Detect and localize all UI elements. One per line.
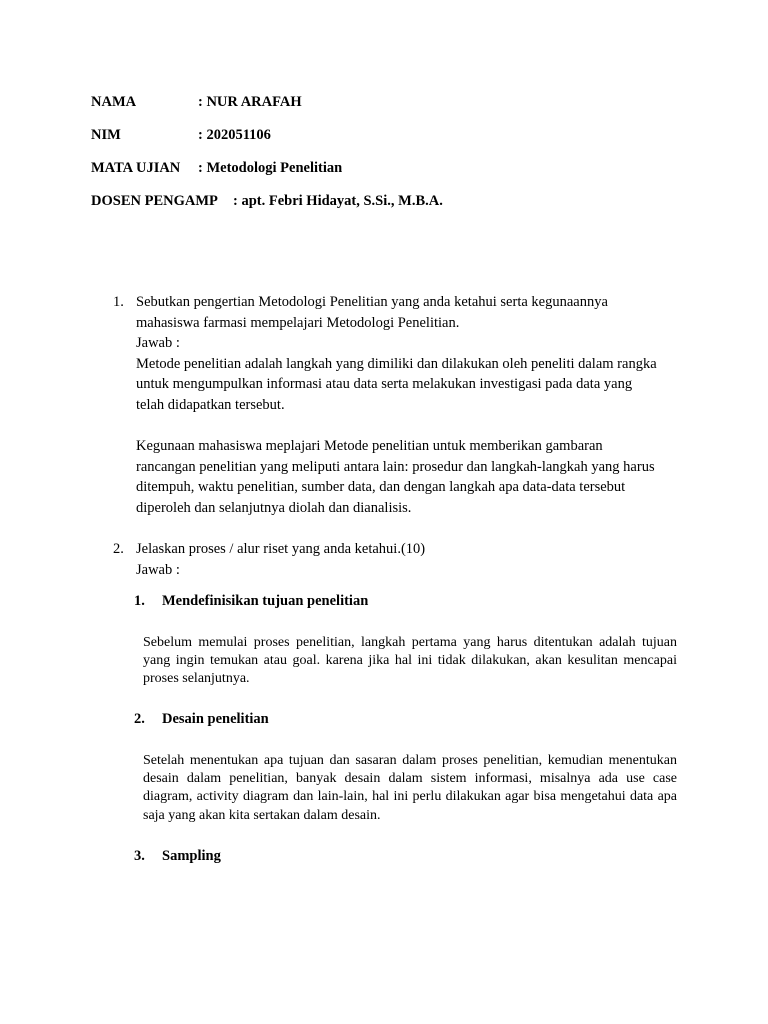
dosen-label: DOSEN PENGAMP — [91, 193, 218, 209]
nim-value: : 202051106 — [198, 127, 271, 143]
answer-1b-line: rancangan penelitian yang meliputi antara lain: prosedur dan langkah-langkah yang harus — [136, 458, 655, 475]
question-1-jawab: Jawab : — [136, 335, 180, 352]
question-1 — [113, 292, 673, 519]
step-2-paragraph: Setelah menentukan apa tujuan dan sasaran dalam proses penelitian, kemudian menentukan desain dalam penelitian, banyak desain dalam sistem informasi, misalnya ada use case diagram, activity diagram dan lain-lain, hal ini perlu dilakukan agar bisa mengetahui data apa saja yang akan kita sertakan dalam desain. — [143, 753, 677, 823]
step-1-heading — [134, 593, 368, 610]
question-2-text: Jelaskan proses / alur riset yang anda ketahui.(10) — [136, 541, 426, 557]
answer-1-line: Metode penelitian adalah langkah yang dimiliki dan dilakukan oleh peneliti dalam rangka — [136, 355, 657, 372]
question-2-jawab: Jawab : — [136, 561, 180, 578]
paragraph-gap — [136, 416, 673, 437]
header-dosen-row — [91, 193, 443, 210]
step-3-number: 3. — [134, 848, 145, 864]
answer-1b-line: diperoleh dan selanjutnya diolah dan dianalisis. — [136, 499, 412, 516]
nama-value: : NUR ARAFAH — [198, 94, 302, 110]
step-1-number: 1. — [134, 593, 145, 609]
mata-ujian-value: : Metodologi Penelitian — [198, 160, 343, 176]
question-2 — [113, 539, 673, 580]
question-1-text-line: Sebutkan pengertian Metodologi Penelitian yang anda ketahui serta kegunaannya — [136, 294, 608, 310]
question-1-number: 1. — [113, 294, 124, 310]
dosen-value: : apt. Febri Hidayat, S.Si., M.B.A. — [233, 193, 443, 209]
question-2-number: 2. — [113, 541, 124, 557]
answer-1-line: telah didapatkan tersebut. — [136, 396, 285, 413]
step-1-title: Mendefinisikan tujuan penelitian — [162, 593, 369, 609]
answer-1b-line: ditempuh, waktu penelitian, sumber data, dan dengan langkah apa data-data tersebut — [136, 479, 626, 496]
question-1-body — [136, 292, 673, 519]
step-3-title: Sampling — [162, 848, 221, 864]
step-2-title: Desain penelitian — [162, 711, 269, 727]
step-1-paragraph: Sebelum memulai proses penelitian, langkah pertama yang harus ditentukan adalah tujuan yang ingin temukan atau goal. karena jika hal ini tidak dilakukan, akan kesulitan mencapai proses selanjutnya. — [143, 635, 677, 687]
question-1-text-line: mahasiswa farmasi mempelajari Metodologi Penelitian. — [136, 314, 460, 331]
header-nim-row — [91, 127, 271, 144]
step-3-heading — [134, 848, 221, 865]
step-2-heading — [134, 711, 269, 728]
header-mata-ujian-row — [91, 160, 342, 177]
question-2-body — [136, 539, 673, 580]
header-nama-row — [91, 94, 302, 111]
answer-1b-line: Kegunaan mahasiswa meplajari Metode penelitian untuk memberikan gambaran — [136, 438, 603, 455]
mata-ujian-label: MATA UJIAN — [91, 160, 181, 176]
nama-label: NAMA — [91, 94, 137, 110]
nim-label: NIM — [91, 127, 121, 143]
answer-1-line: untuk mengumpulkan informasi atau data serta melakukan investigasi pada data yang — [136, 376, 633, 393]
step-2-number: 2. — [134, 711, 145, 727]
